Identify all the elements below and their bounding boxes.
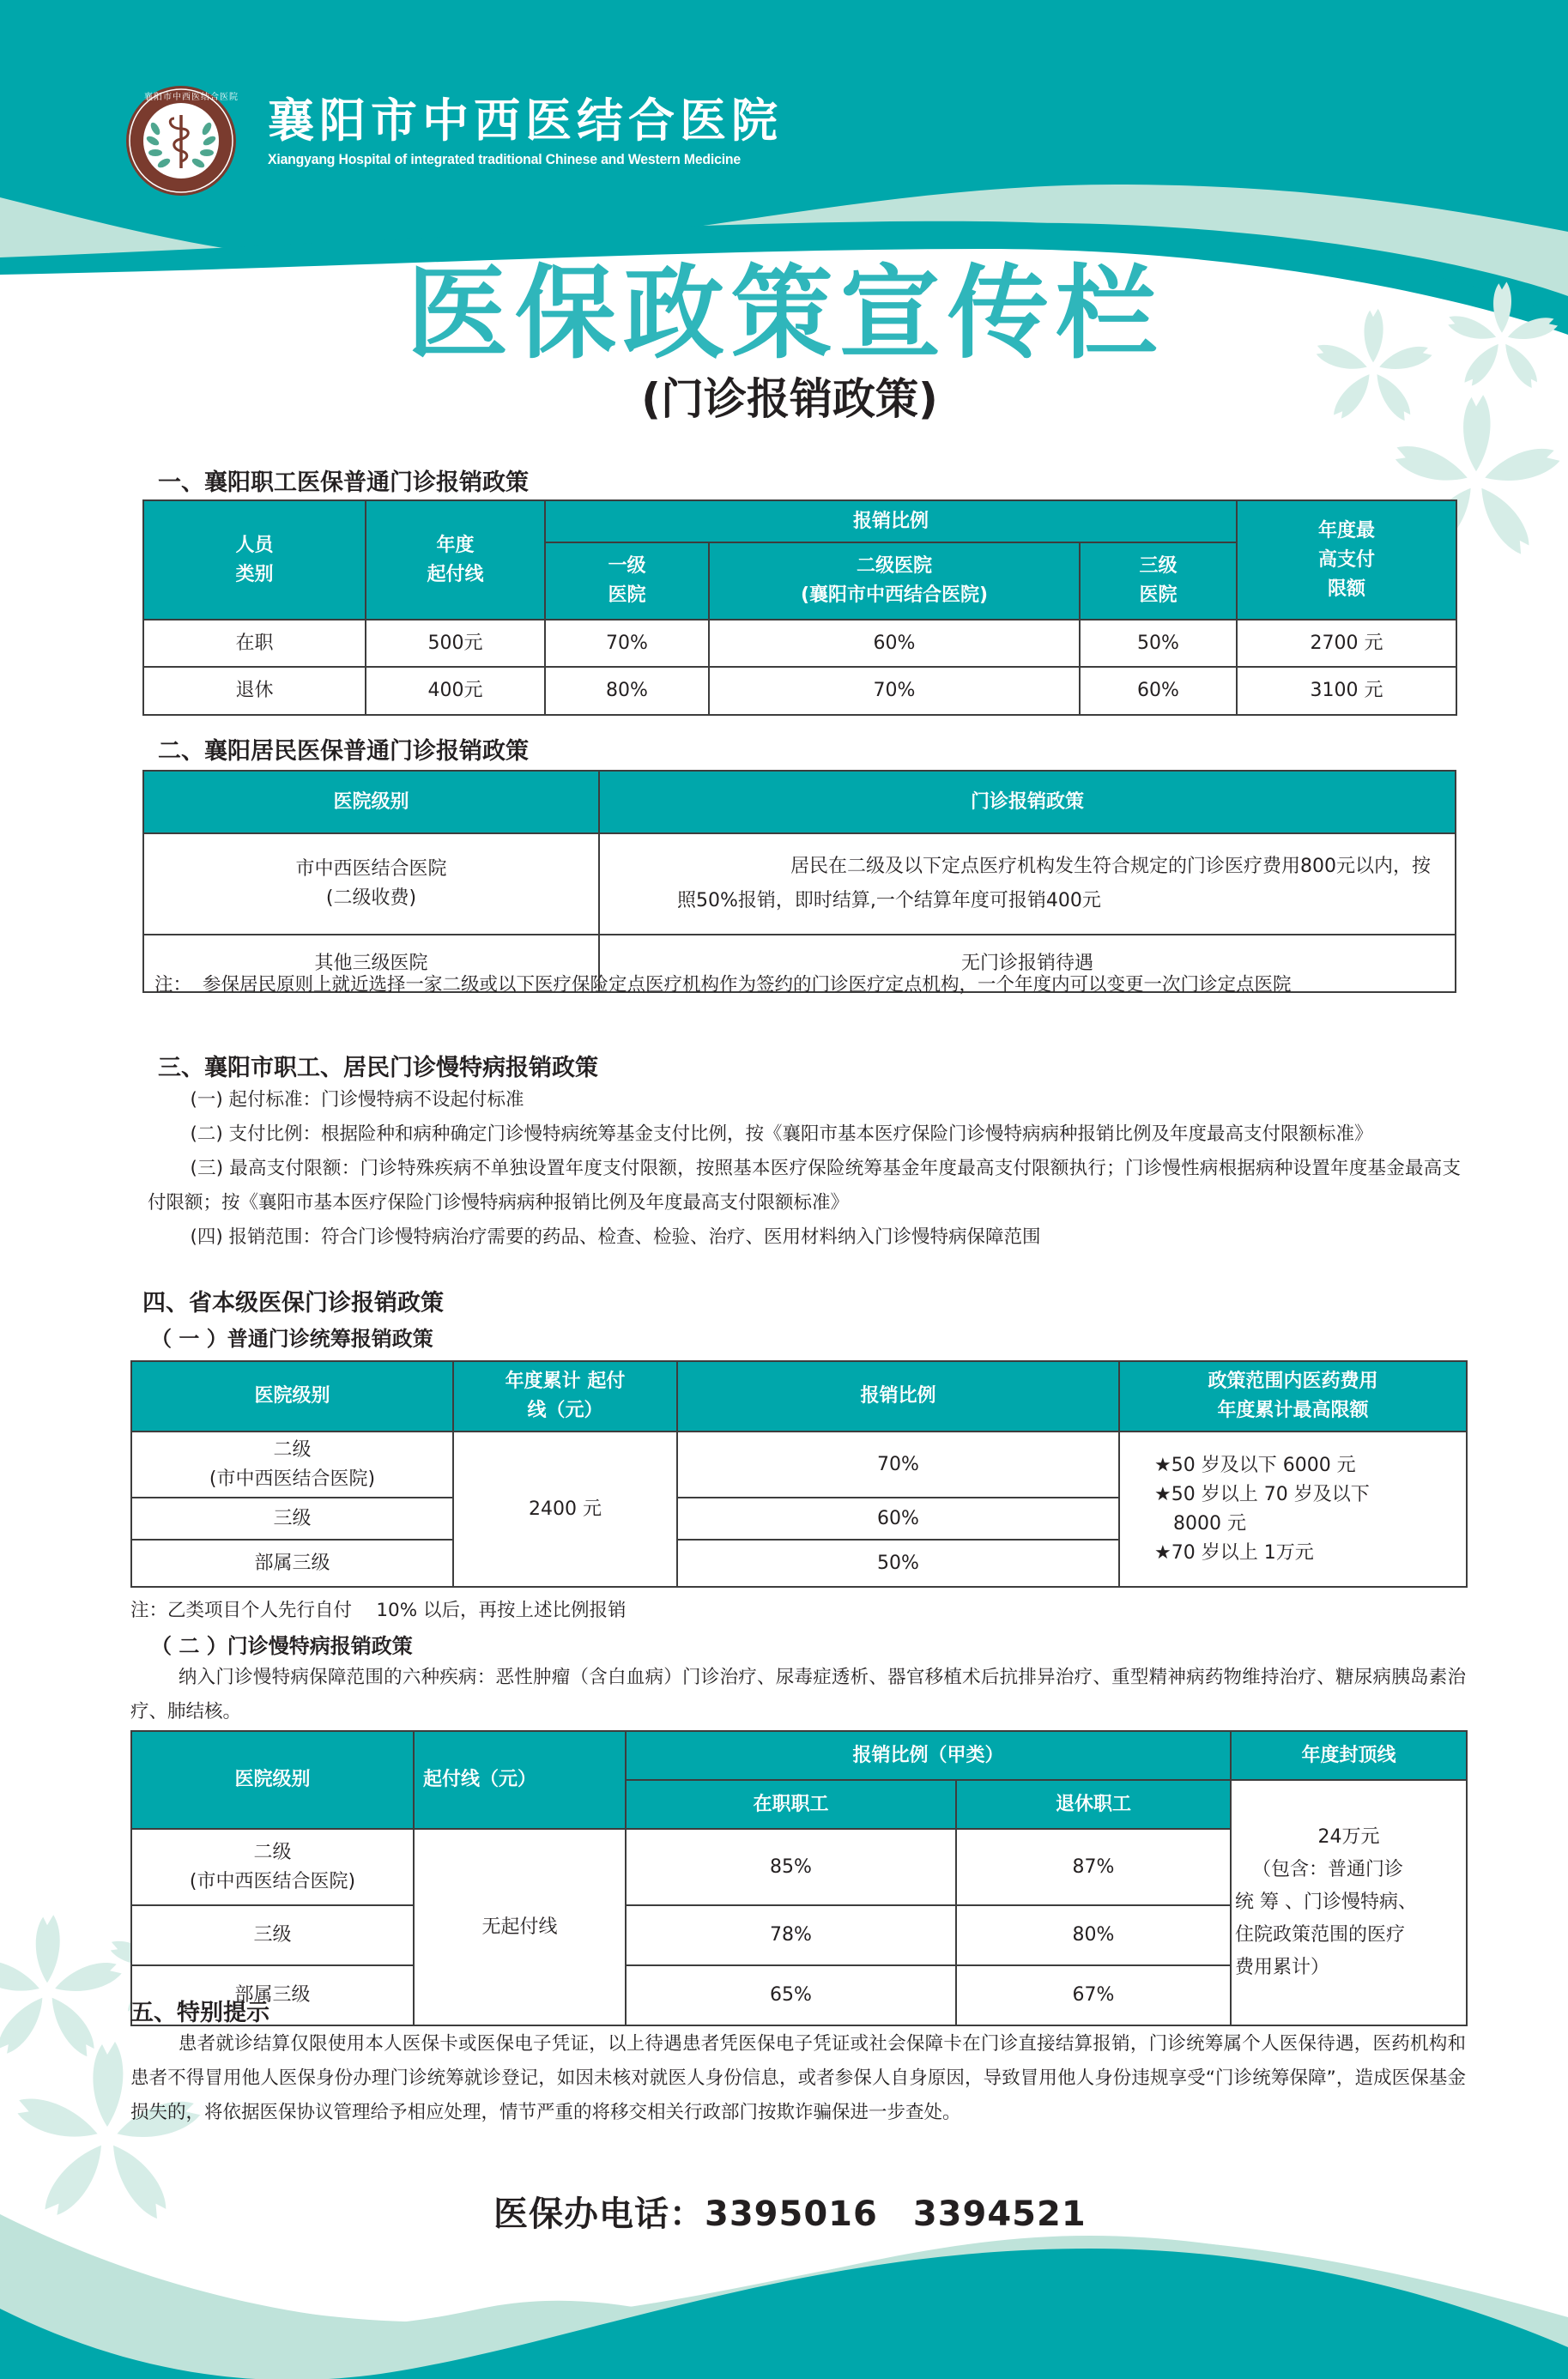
cell-employed: 85% [626, 1829, 956, 1905]
cell-ratio: 60% [677, 1498, 1119, 1540]
hospital-name-cn: 襄阳市中西医结合医院 [268, 93, 783, 148]
cell-deductible: 400元 [366, 667, 545, 715]
section4-part2-table [130, 1730, 1468, 2026]
caduceus-emblem-icon [167, 127, 195, 154]
section4-part2-intro [130, 1661, 1466, 1729]
section1-heading: 一、襄阳职工医保普通门诊报销政策 [158, 469, 529, 496]
section4-part1-heading: （ 一 ）普通门诊统筹报销政策 [151, 1327, 433, 1351]
section4-part2-intro-text: 纳入门诊慢特病保障范围的六种疾病：恶性肿瘤（含白血病）门诊治疗、尿毒症透析、器官移植术后抗排异治疗、重型精神病药物维持治疗、糖尿病胰岛素治疗、肺结核。 [130, 1667, 1466, 1722]
section5-heading: 五、特别提示 [130, 2000, 269, 2026]
header-employed: 在职职工 [626, 1780, 956, 1829]
table-row [143, 620, 1456, 667]
cell-level: 部属三级 [131, 1965, 414, 2025]
section3-item-1: (一) 起付标准：门诊慢特病不设起付标准 [190, 1089, 524, 1111]
cell-deductible: 2400 元 [453, 1432, 677, 1587]
limit-line: 8000 元 [1173, 1512, 1246, 1535]
section4-part1-note: 注：乙类项目个人先行自付 10% 以后，再按上述比例报销 [130, 1600, 627, 1621]
section4-part2-heading: （ 二 ）门诊慢特病报销政策 [151, 1634, 413, 1658]
header-hospital-level: 医院级别 [131, 1731, 414, 1829]
cell-level: 三级 [131, 1498, 453, 1540]
cell-deductible: 500元 [366, 620, 545, 667]
note-text: 参保居民原则上就近选择一家二级或以下医疗保险定点医疗机构作为签约的门诊医疗定点机构，一个年度内可以变更一次门诊定点医院 [203, 974, 1292, 996]
cell-level2: 60% [709, 620, 1080, 667]
header-deductible: 年度累计 起付 线（元） [453, 1361, 677, 1432]
section3-item-4: (四) 报销范围：符合门诊慢特病治疗需要的药品、检查、检验、治疗、医用材料纳入门诊慢特病保障范围 [190, 1226, 1041, 1248]
cell-level3: 60% [1080, 667, 1237, 715]
table-row [143, 833, 1456, 935]
cell-policy: 无门诊报销待遇 [599, 935, 1456, 992]
header-ratio-group: 报销比例（甲类） [626, 1731, 1231, 1780]
phone-label: 医保办电话： [493, 2194, 705, 2234]
header-annual-max: 年度最 高支付 限额 [1237, 500, 1456, 620]
cell-employed: 78% [626, 1905, 956, 1965]
section3-item-3: (三) 最高支付限额：门诊特殊疾病不单独设置年度支付限额，按照基本医疗保险统筹基金年度最高支付限额执行；门诊慢性病根据病种设置年度基金最高支付限额；按《襄阳市基本医疗保险门诊慢特病病种报销比例及年度最高支付限额标准》 [148, 1158, 1461, 1214]
page-subtitle: (门诊报销政策) [641, 374, 938, 424]
header-cap: 年度封顶线 [1231, 1731, 1467, 1780]
cell-level: 市中西医结合医院 (二级收费) [143, 833, 599, 935]
section2-table [142, 770, 1456, 993]
limit-line: ★50 岁以上 70 岁及以下 [1154, 1483, 1370, 1505]
cell-level: 二级 (市中西医结合医院) [131, 1829, 414, 1905]
section3-heading: 三、襄阳市职工、居民门诊慢特病报销政策 [158, 1055, 598, 1081]
header-level3: 三级 医院 [1080, 542, 1237, 620]
cell-level2: 70% [709, 667, 1080, 715]
section5-text [130, 2027, 1466, 2130]
section2-note [154, 968, 1468, 1002]
section3-items [148, 1083, 1461, 1255]
cell-level: 其他三级医院 [143, 935, 599, 992]
limit-line: ★70 岁以上 1万元 [1154, 1541, 1314, 1564]
cell-retired: 87% [956, 1829, 1231, 1905]
header-limit: 政策范围内医药费用 年度累计最高限额 [1119, 1361, 1467, 1432]
section2-heading: 二、襄阳居民医保普通门诊报销政策 [158, 738, 529, 765]
header-ratio-group: 报销比例 [545, 500, 1237, 542]
phone-numbers: 3395016 3394521 [705, 2194, 1087, 2234]
header-deductible: 年度 起付线 [366, 500, 545, 620]
cell-type: 在职 [143, 620, 366, 667]
cell-level1: 80% [545, 667, 709, 715]
cell-max: 3100 元 [1237, 667, 1456, 715]
flower-decoration-top-right-1 [1313, 309, 1434, 424]
cell-deductible: 无起付线 [414, 1829, 626, 2025]
logo-ring-text: 襄阳市中西医结合医院 [144, 93, 239, 102]
header-level2: 二级医院 (襄阳市中西结合医院) [709, 542, 1080, 620]
cell-policy: 居民在二级及以下定点医疗机构发生符合规定的门诊医疗费用800元以内，按照50%报销，即时结算,一个结算年度可报销400元 [599, 833, 1456, 935]
flower-decoration-bottom-left-1 [0, 1915, 124, 2060]
hospital-name-en: Xiangyang Hospital of integrated traditional Chinese and Western Medicine [268, 151, 741, 167]
page-title: 医保政策宣传栏 [406, 253, 1164, 372]
header-deductible: 起付线（元） [414, 1731, 626, 1829]
section5-paragraph: 患者就诊结算仅限使用本人医保卡或医保电子凭证，以上待遇患者凭医保电子凭证或社会保障卡在门诊直接结算报销，门诊统筹属个人医保待遇，医药机构和患者不得冒用他人医保身份办理门诊统筹就诊登记，如因未核对就医人身份信息，或者参保人自身原因，导致冒用他人身份违规享受“门诊统筹保障”，造成医保基金损失的，将依据医保协议管理给予相应处理，情节严重的将移交相关行政部门按欺诈骗保进一步查处。 [130, 2033, 1466, 2123]
cell-limits [1119, 1432, 1467, 1587]
cell-ratio: 70% [677, 1432, 1119, 1498]
header-level1: 一级 医院 [545, 542, 709, 620]
cell-level: 部属三级 [131, 1540, 453, 1587]
cell-retired: 67% [956, 1965, 1231, 2025]
cell-level: 二级 (市中西医结合医院) [131, 1432, 453, 1498]
cell-retired: 80% [956, 1905, 1231, 1965]
cell-level3: 50% [1080, 620, 1237, 667]
header-person-type: 人员 类别 [143, 500, 366, 620]
table-row [131, 1432, 1467, 1498]
limit-line: ★50 岁及以下 6000 元 [1154, 1454, 1356, 1476]
header-ratio: 报销比例 [677, 1361, 1119, 1432]
header-hospital-level: 医院级别 [143, 771, 599, 833]
header-outpatient-policy: 门诊报销政策 [599, 771, 1456, 833]
section4-heading: 四、省本级医保门诊报销政策 [142, 1290, 444, 1317]
section3-item-2: (二) 支付比例：根据险种和病种确定门诊慢特病统筹基金支付比例，按《襄阳市基本医疗保险门诊慢特病病种报销比例及年度最高支付限额标准》 [190, 1123, 1373, 1145]
cell-max: 2700 元 [1237, 620, 1456, 667]
note-label: 注： [154, 974, 192, 996]
cell-cap: 24万元 （包含：普通门诊 统 筹 、门诊慢特病、 住院政策范围的医疗 费用累计） [1231, 1780, 1467, 2025]
section4-part1-table [130, 1360, 1468, 1588]
table-row [143, 667, 1456, 715]
header-retired: 退休职工 [956, 1780, 1231, 1829]
cell-level: 三级 [131, 1905, 414, 1965]
cell-ratio: 50% [677, 1540, 1119, 1587]
cell-employed: 65% [626, 1965, 956, 2025]
section1-table [142, 499, 1457, 716]
header-hospital-level: 医院级别 [131, 1361, 453, 1432]
cell-level1: 70% [545, 620, 709, 667]
contact-phone [493, 2187, 1087, 2236]
cell-type: 退休 [143, 667, 366, 715]
